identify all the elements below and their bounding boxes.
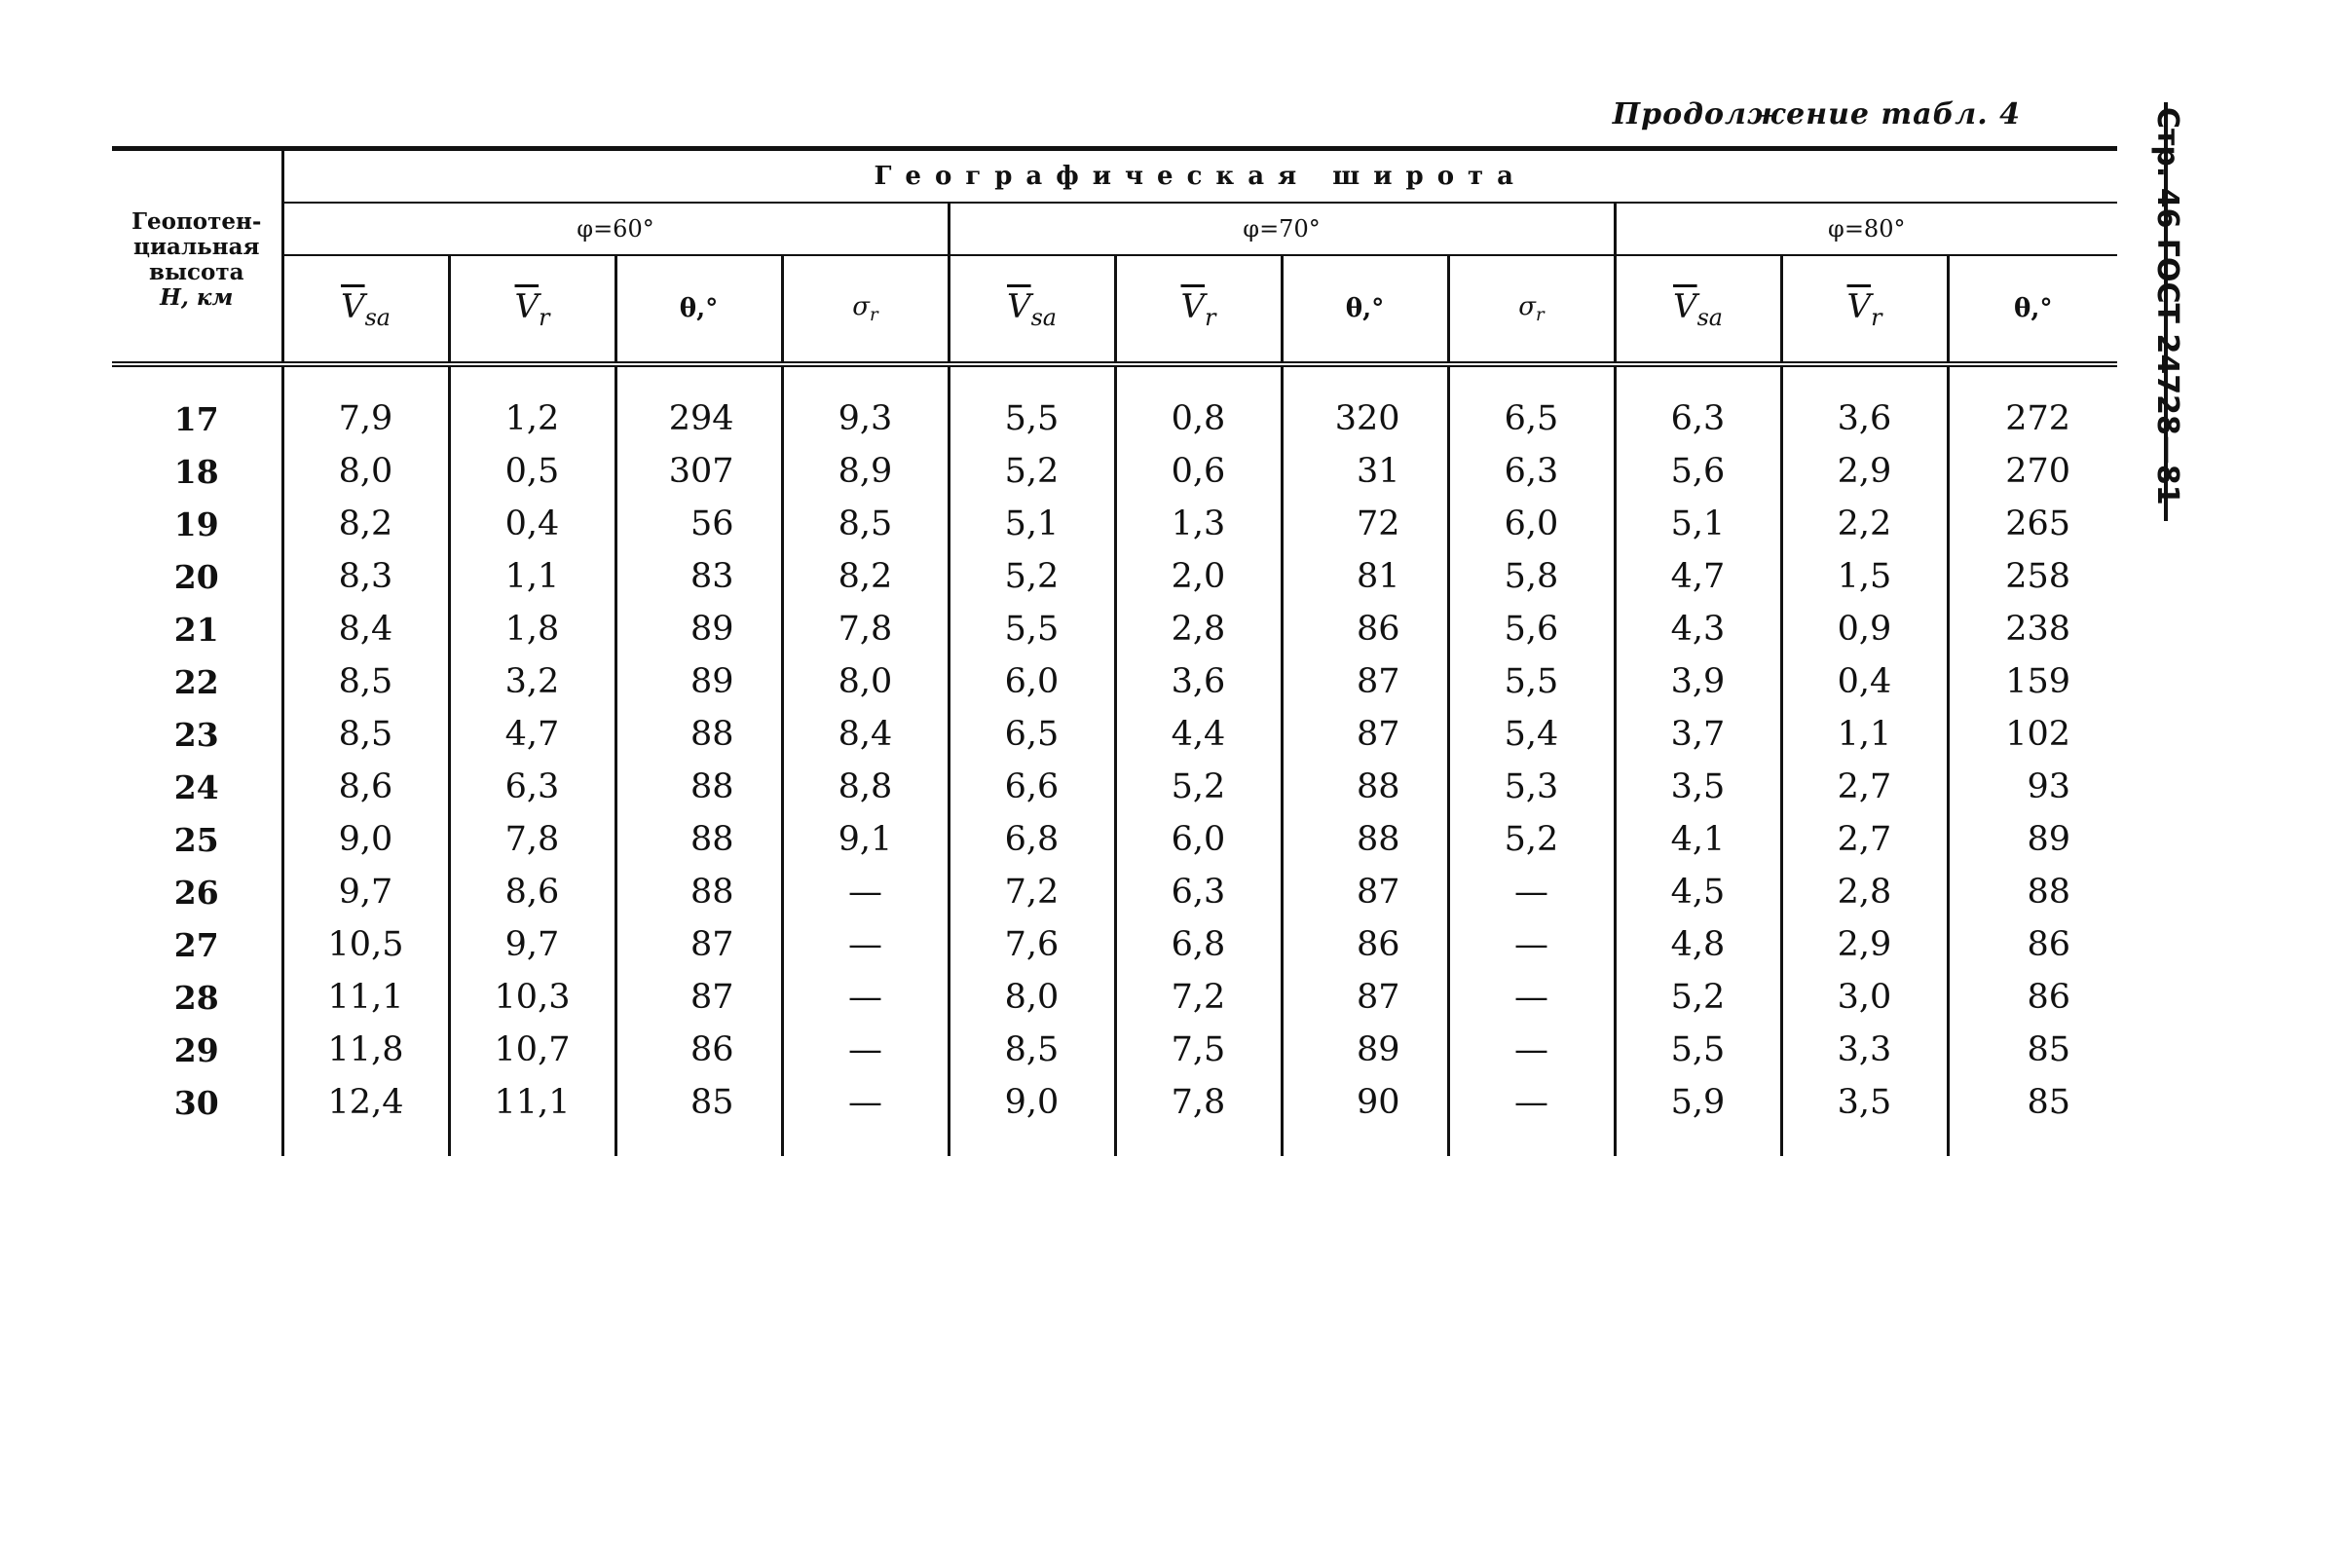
height-cell: 21 xyxy=(173,610,219,649)
cell-v80-1: 0,4 xyxy=(1781,655,1948,708)
height-cell: 30 xyxy=(173,1083,219,1122)
cell-v70-1: 7,8 xyxy=(1115,1076,1282,1156)
cell-v70-0: 5,5 xyxy=(949,603,1115,655)
cell-v80-1: 2,7 xyxy=(1781,813,1948,866)
cell-v80-1: 2,9 xyxy=(1781,445,1948,498)
col-vsa-80-symbol: $\overline{V}$ xyxy=(1673,286,1697,326)
col-vsa-70-subscript: sa xyxy=(1030,303,1057,331)
height-cell: 29 xyxy=(173,1030,219,1069)
cell-v70-3: 5,2 xyxy=(1448,813,1615,866)
cell-v70-2: 87 xyxy=(1282,655,1448,708)
cell-v60-1: 1,2 xyxy=(449,364,615,445)
cell-v60-1: 10,3 xyxy=(449,971,615,1024)
cell-v70-3: 5,5 xyxy=(1448,655,1615,708)
height-cell: 24 xyxy=(173,767,219,806)
cell-v60-1: 9,7 xyxy=(449,918,615,971)
stub-line-1: Геопотен- xyxy=(131,208,262,235)
table-row xyxy=(112,655,2117,708)
col-vr-80-subscript: r xyxy=(1871,303,1882,331)
height-cell: 20 xyxy=(173,557,219,596)
cell-v60-2: 294 xyxy=(615,364,782,445)
cell-v60-3: — xyxy=(782,971,949,1024)
col-vr-60-symbol: $\overline{V}$ xyxy=(514,286,540,326)
cell-v60-3: 8,5 xyxy=(782,498,949,550)
cell-v60-0: 8,6 xyxy=(282,761,449,813)
table-row xyxy=(112,1076,2117,1156)
wind-statistics-table xyxy=(112,146,2117,1156)
cell-v80-2: 86 xyxy=(1948,918,2117,971)
cell-v70-0: 5,2 xyxy=(949,445,1115,498)
col-theta-60: θ,° xyxy=(615,255,782,364)
cell-v60-1: 11,1 xyxy=(449,1076,615,1156)
page-reference-text: Стр. 46 ГОСТ 24728—81 xyxy=(2150,107,2184,505)
cell-v80-1: 3,0 xyxy=(1781,971,1948,1024)
height-cell: 26 xyxy=(173,873,219,912)
cell-v70-2: 86 xyxy=(1282,918,1448,971)
cell-v60-2: 88 xyxy=(615,761,782,813)
height-cell: 25 xyxy=(173,820,219,859)
cell-v80-2: 258 xyxy=(1948,550,2117,603)
cell-v60-0: 8,5 xyxy=(282,655,449,708)
cell-v60-0: 10,5 xyxy=(282,918,449,971)
cell-v80-0: 3,7 xyxy=(1615,708,1781,761)
cell-v80-1: 1,5 xyxy=(1781,550,1948,603)
cell-v70-2: 87 xyxy=(1282,708,1448,761)
data-table-container xyxy=(112,146,2094,1156)
cell-v70-1: 6,3 xyxy=(1115,866,1282,918)
cell-v70-3: 5,3 xyxy=(1448,761,1615,813)
cell-v60-1: 3,2 xyxy=(449,655,615,708)
cell-v60-3: — xyxy=(782,1076,949,1156)
cell-v60-3: — xyxy=(782,866,949,918)
col-vr-70-symbol: $\overline{V}$ xyxy=(1180,286,1206,326)
cell-v70-0: 6,0 xyxy=(949,655,1115,708)
height-cell: 28 xyxy=(173,978,219,1017)
table-row xyxy=(112,971,2117,1024)
cell-v70-0: 9,0 xyxy=(949,1076,1115,1156)
cell-v70-1: 6,0 xyxy=(1115,813,1282,866)
cell-v70-1: 6,8 xyxy=(1115,918,1282,971)
cell-v80-2: 238 xyxy=(1948,603,2117,655)
cell-v80-1: 2,7 xyxy=(1781,761,1948,813)
cell-v60-1: 1,1 xyxy=(449,550,615,603)
cell-v70-0: 6,8 xyxy=(949,813,1115,866)
cell-v70-2: 87 xyxy=(1282,971,1448,1024)
height-cell: 23 xyxy=(173,715,219,754)
col-sigma-70-symbol: σ xyxy=(1518,291,1537,321)
col-sigma-60 xyxy=(782,255,949,364)
cell-v80-2: 85 xyxy=(1948,1076,2117,1156)
col-sigma-70 xyxy=(1448,255,1615,364)
cell-v80-0: 5,1 xyxy=(1615,498,1781,550)
cell-v70-2: 72 xyxy=(1282,498,1448,550)
column-header-row xyxy=(112,255,2117,364)
cell-v80-0: 3,5 xyxy=(1615,761,1781,813)
cell-v70-1: 2,8 xyxy=(1115,603,1282,655)
cell-v60-2: 87 xyxy=(615,971,782,1024)
cell-v80-1: 2,2 xyxy=(1781,498,1948,550)
table-row xyxy=(112,445,2117,498)
cell-v70-0: 7,6 xyxy=(949,918,1115,971)
cell-v60-2: 56 xyxy=(615,498,782,550)
latitude-60-header: φ=60° xyxy=(282,203,949,255)
cell-v80-1: 2,8 xyxy=(1781,866,1948,918)
table-row xyxy=(112,550,2117,603)
cell-v60-2: 307 xyxy=(615,445,782,498)
cell-v70-1: 0,8 xyxy=(1115,364,1282,445)
cell-v70-1: 2,0 xyxy=(1115,550,1282,603)
cell-v80-0: 5,5 xyxy=(1615,1024,1781,1076)
cell-v60-0: 8,2 xyxy=(282,498,449,550)
cell-v70-1: 5,2 xyxy=(1115,761,1282,813)
cell-v80-1: 3,3 xyxy=(1781,1024,1948,1076)
cell-v80-0: 5,2 xyxy=(1615,971,1781,1024)
cell-v60-0: 8,5 xyxy=(282,708,449,761)
cell-v80-2: 85 xyxy=(1948,1024,2117,1076)
cell-v60-3: 9,3 xyxy=(782,364,949,445)
cell-v80-1: 3,5 xyxy=(1781,1076,1948,1156)
cell-v70-3: 6,3 xyxy=(1448,445,1615,498)
latitude-group-header: Географическая широта xyxy=(282,149,2117,204)
cell-v70-2: 81 xyxy=(1282,550,1448,603)
col-theta-80: θ,° xyxy=(1948,255,2117,364)
cell-v70-0: 7,2 xyxy=(949,866,1115,918)
cell-v60-3: — xyxy=(782,1024,949,1076)
cell-v60-0: 8,0 xyxy=(282,445,449,498)
height-cell: 17 xyxy=(173,399,219,438)
cell-v70-3: — xyxy=(1448,866,1615,918)
cell-v80-2: 265 xyxy=(1948,498,2117,550)
cell-v60-2: 89 xyxy=(615,603,782,655)
table-row xyxy=(112,708,2117,761)
cell-v60-1: 0,5 xyxy=(449,445,615,498)
height-column-header xyxy=(112,149,282,365)
col-vsa-80 xyxy=(1615,255,1781,364)
cell-v60-2: 88 xyxy=(615,708,782,761)
cell-v80-1: 0,9 xyxy=(1781,603,1948,655)
cell-v70-3: 6,5 xyxy=(1448,364,1615,445)
height-cell: 22 xyxy=(173,662,219,701)
cell-v60-1: 1,8 xyxy=(449,603,615,655)
latitude-80-header: φ=80° xyxy=(1615,203,2117,255)
cell-v70-3: 5,8 xyxy=(1448,550,1615,603)
cell-v70-0: 8,5 xyxy=(949,1024,1115,1076)
cell-v60-0: 8,3 xyxy=(282,550,449,603)
table-row xyxy=(112,918,2117,971)
col-sigma-70-subscript: r xyxy=(1536,305,1545,326)
cell-v60-0: 11,8 xyxy=(282,1024,449,1076)
table-row xyxy=(112,813,2117,866)
cell-v70-1: 0,6 xyxy=(1115,445,1282,498)
cell-v70-2: 89 xyxy=(1282,1024,1448,1076)
cell-v70-2: 31 xyxy=(1282,445,1448,498)
cell-v70-2: 86 xyxy=(1282,603,1448,655)
table-continuation-caption: Продолжение табл. 4 xyxy=(1612,97,2021,131)
cell-v80-0: 4,1 xyxy=(1615,813,1781,866)
cell-v80-2: 89 xyxy=(1948,813,2117,866)
cell-v70-3: 5,4 xyxy=(1448,708,1615,761)
col-sigma-60-subscript: r xyxy=(870,305,878,326)
table-row xyxy=(112,1024,2117,1076)
cell-v60-3: 8,4 xyxy=(782,708,949,761)
height-cell: 27 xyxy=(173,925,219,964)
cell-v70-3: — xyxy=(1448,918,1615,971)
col-vr-80-symbol: $\overline{V}$ xyxy=(1846,286,1872,326)
cell-v70-3: 6,0 xyxy=(1448,498,1615,550)
cell-v60-2: 83 xyxy=(615,550,782,603)
cell-v70-2: 88 xyxy=(1282,813,1448,866)
cell-v60-2: 88 xyxy=(615,813,782,866)
height-cell: 18 xyxy=(173,452,219,491)
col-vr-60-subscript: r xyxy=(539,303,550,331)
cell-v60-0: 12,4 xyxy=(282,1076,449,1156)
stub-line-4: H, км xyxy=(160,284,234,311)
table-row xyxy=(112,603,2117,655)
cell-v70-1: 7,2 xyxy=(1115,971,1282,1024)
cell-v80-1: 1,1 xyxy=(1781,708,1948,761)
latitude-70-header: φ=70° xyxy=(949,203,1615,255)
cell-v70-0: 5,5 xyxy=(949,364,1115,445)
cell-v70-3: — xyxy=(1448,1076,1615,1156)
cell-v60-0: 11,1 xyxy=(282,971,449,1024)
table-body xyxy=(112,364,2117,1156)
cell-v80-1: 3,6 xyxy=(1781,364,1948,445)
cell-v60-1: 7,8 xyxy=(449,813,615,866)
col-theta-70: θ,° xyxy=(1282,255,1448,364)
cell-v60-2: 88 xyxy=(615,866,782,918)
cell-v80-0: 5,9 xyxy=(1615,1076,1781,1156)
cell-v60-2: 85 xyxy=(615,1076,782,1156)
cell-v60-3: 7,8 xyxy=(782,603,949,655)
cell-v80-0: 4,3 xyxy=(1615,603,1781,655)
table-row xyxy=(112,866,2117,918)
cell-v80-2: 272 xyxy=(1948,364,2117,445)
cell-v70-3: — xyxy=(1448,1024,1615,1076)
cell-v80-0: 4,7 xyxy=(1615,550,1781,603)
cell-v60-0: 9,7 xyxy=(282,866,449,918)
cell-v80-2: 270 xyxy=(1948,445,2117,498)
cell-v70-1: 4,4 xyxy=(1115,708,1282,761)
cell-v70-1: 7,5 xyxy=(1115,1024,1282,1076)
cell-v70-0: 6,5 xyxy=(949,708,1115,761)
cell-v70-1: 3,6 xyxy=(1115,655,1282,708)
cell-v80-2: 86 xyxy=(1948,971,2117,1024)
stub-line-2: циальная xyxy=(132,234,260,260)
cell-v60-1: 8,6 xyxy=(449,866,615,918)
cell-v60-0: 9,0 xyxy=(282,813,449,866)
cell-v70-0: 6,6 xyxy=(949,761,1115,813)
cell-v70-2: 88 xyxy=(1282,761,1448,813)
cell-v60-3: 8,0 xyxy=(782,655,949,708)
col-vsa-80-subscript: sa xyxy=(1696,303,1723,331)
cell-v70-0: 5,2 xyxy=(949,550,1115,603)
cell-v80-1: 2,9 xyxy=(1781,918,1948,971)
height-cell: 19 xyxy=(173,504,219,543)
stub-line-3: высота xyxy=(148,259,244,285)
cell-v60-1: 10,7 xyxy=(449,1024,615,1076)
cell-v80-0: 4,5 xyxy=(1615,866,1781,918)
col-vsa-60-subscript: sa xyxy=(364,303,391,331)
cell-v60-2: 86 xyxy=(615,1024,782,1076)
cell-v60-3: 8,9 xyxy=(782,445,949,498)
col-sigma-60-symbol: σ xyxy=(852,291,871,321)
cell-v60-1: 6,3 xyxy=(449,761,615,813)
cell-v70-2: 87 xyxy=(1282,866,1448,918)
col-vsa-60-symbol: $\overline{V}$ xyxy=(341,286,365,326)
cell-v70-2: 320 xyxy=(1282,364,1448,445)
cell-v60-3: 9,1 xyxy=(782,813,949,866)
col-vr-70-subscript: r xyxy=(1205,303,1216,331)
cell-v80-2: 159 xyxy=(1948,655,2117,708)
cell-v60-1: 0,4 xyxy=(449,498,615,550)
cell-v80-2: 88 xyxy=(1948,866,2117,918)
col-vsa-70-symbol: $\overline{V}$ xyxy=(1007,286,1031,326)
cell-v70-1: 1,3 xyxy=(1115,498,1282,550)
col-vsa-70 xyxy=(949,255,1115,364)
cell-v70-3: — xyxy=(1448,971,1615,1024)
cell-v60-0: 8,4 xyxy=(282,603,449,655)
cell-v60-3: 8,2 xyxy=(782,550,949,603)
cell-v70-0: 8,0 xyxy=(949,971,1115,1024)
cell-v80-2: 102 xyxy=(1948,708,2117,761)
cell-v70-2: 90 xyxy=(1282,1076,1448,1156)
col-vr-80 xyxy=(1781,255,1948,364)
cell-v80-0: 4,8 xyxy=(1615,918,1781,971)
page-reference xyxy=(2142,107,2191,516)
cell-v60-2: 87 xyxy=(615,918,782,971)
col-vr-70 xyxy=(1115,255,1282,364)
cell-v80-0: 3,9 xyxy=(1615,655,1781,708)
cell-v80-0: 6,3 xyxy=(1615,364,1781,445)
table-row xyxy=(112,498,2117,550)
col-vr-60 xyxy=(449,255,615,364)
cell-v80-2: 93 xyxy=(1948,761,2117,813)
cell-v70-0: 5,1 xyxy=(949,498,1115,550)
cell-v60-2: 89 xyxy=(615,655,782,708)
cell-v70-3: 5,6 xyxy=(1448,603,1615,655)
cell-v60-3: 8,8 xyxy=(782,761,949,813)
cell-v60-0: 7,9 xyxy=(282,364,449,445)
col-vsa-60 xyxy=(282,255,449,364)
cell-v60-1: 4,7 xyxy=(449,708,615,761)
table-row xyxy=(112,364,2117,445)
cell-v60-3: — xyxy=(782,918,949,971)
cell-v80-0: 5,6 xyxy=(1615,445,1781,498)
table-row xyxy=(112,761,2117,813)
